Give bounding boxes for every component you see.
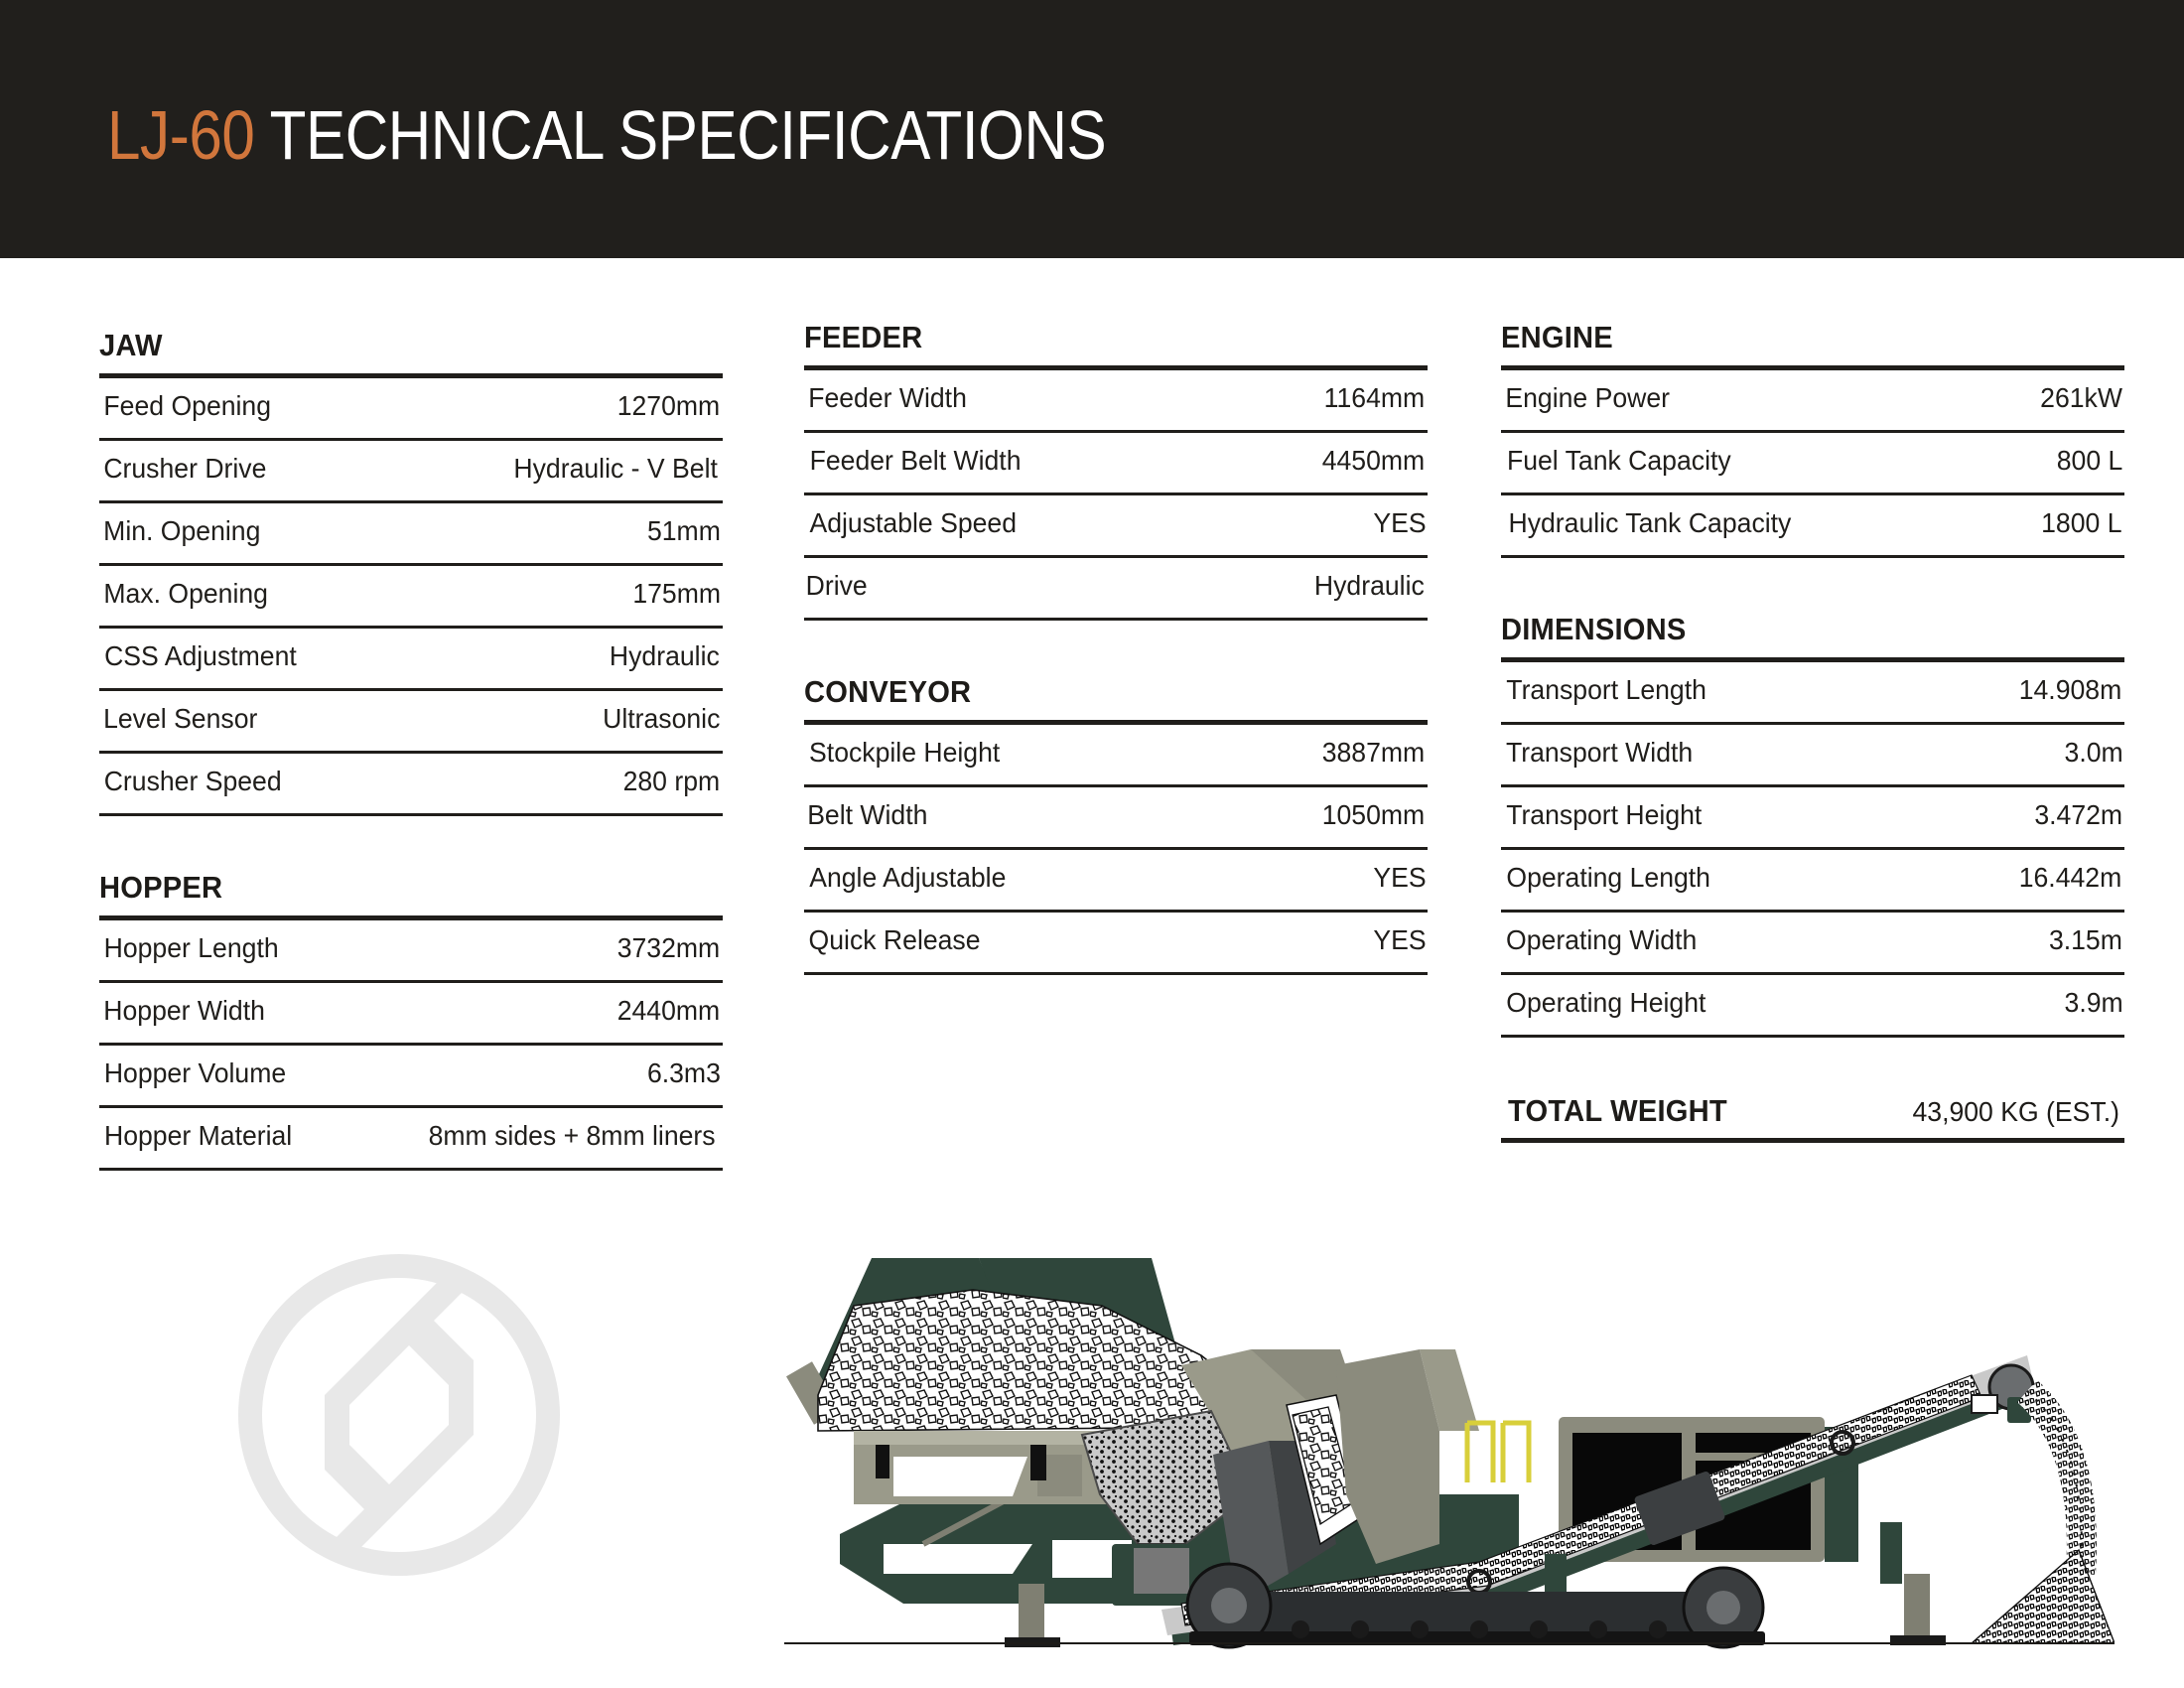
spec-row (1501, 975, 2124, 1038)
spec-label: Feed Opening (103, 390, 272, 421)
spec-row (99, 1108, 723, 1171)
title-text: TECHNICAL SPECIFICATIONS (254, 96, 1107, 174)
spec-row (1501, 495, 2124, 558)
spec-row (1501, 787, 2124, 850)
spec-row (99, 378, 723, 441)
spec-value: YES (1373, 862, 1427, 893)
spec-value: 3887mm (1321, 737, 1426, 768)
spec-label: Transport Width (1505, 737, 1694, 768)
total-weight-value: 43,900 KG (EST.) (1912, 1096, 2119, 1127)
spec-value: 3732mm (616, 932, 721, 963)
spec-row (804, 850, 1428, 913)
spec-value: 800 L (2056, 445, 2123, 476)
total-weight-row (1501, 1093, 2124, 1138)
section-title: HOPPER (99, 870, 223, 905)
material-discharge-arc (2027, 1391, 2082, 1574)
spec-value: 14.908m (2018, 674, 2122, 705)
spec-label: Hopper Volume (103, 1057, 287, 1088)
spec-label: Adjustable Speed (809, 507, 1018, 538)
spec-label: Operating Length (1506, 862, 1710, 893)
spec-row (99, 1046, 723, 1108)
spec-section (804, 674, 1428, 975)
spec-row (1501, 433, 2124, 495)
spec-value: Hydraulic (1314, 570, 1426, 601)
spec-row (99, 503, 723, 566)
spec-value: 175mm (631, 578, 721, 609)
spec-label: Hopper Material (103, 1120, 293, 1151)
total-weight-rule (1501, 1138, 2124, 1143)
spec-row (99, 441, 723, 503)
spec-value: 1800 L (2041, 507, 2122, 538)
spec-section (99, 870, 723, 1171)
spec-value: Hydraulic (610, 640, 721, 671)
spec-row (804, 495, 1428, 558)
spec-row (99, 754, 723, 816)
model-number: LJ-60 (107, 96, 255, 174)
spec-value: 4450mm (1321, 445, 1426, 476)
spec-value: Ultrasonic (602, 703, 720, 734)
spec-row (1501, 370, 2124, 433)
section-title: FEEDER (804, 320, 923, 354)
spec-row (99, 983, 723, 1046)
spec-label: Fuel Tank Capacity (1506, 445, 1731, 476)
spec-value: 8mm sides + 8mm liners (428, 1120, 716, 1151)
spec-value: 2440mm (616, 995, 721, 1026)
spec-row (1501, 913, 2124, 975)
section-title: DIMENSIONS (1501, 612, 1687, 646)
spec-column-2 (804, 320, 1428, 975)
brand-logo-watermark (230, 1246, 568, 1584)
spec-value: 3.15m (2049, 924, 2123, 955)
spec-row (99, 566, 723, 629)
spec-value: 1050mm (1321, 799, 1426, 830)
spec-label: Transport Height (1506, 799, 1703, 830)
spec-section (1501, 612, 2124, 1038)
spec-value: 3.9m (2064, 987, 2123, 1018)
spec-label: Hopper Length (103, 932, 279, 963)
spec-row (804, 370, 1428, 433)
spec-row (1501, 725, 2124, 787)
spec-row (804, 725, 1428, 787)
spec-label: Hopper Width (103, 995, 265, 1026)
spec-row (99, 691, 723, 754)
spec-row (804, 787, 1428, 850)
spec-label: Drive (805, 570, 868, 601)
spec-label: Engine Power (1505, 382, 1670, 413)
spec-value: YES (1373, 507, 1427, 538)
spec-value: 51mm (647, 515, 722, 546)
spec-column-1 (99, 328, 723, 1171)
spec-section (99, 328, 723, 816)
spec-label: Crusher Speed (103, 766, 282, 796)
mobile-jaw-crusher-illustration (784, 1246, 2115, 1663)
spec-section (1501, 320, 2124, 558)
spec-row (804, 913, 1428, 975)
section-title: CONVEYOR (804, 674, 972, 709)
spec-value: YES (1373, 924, 1427, 955)
spec-label: Feeder Belt Width (809, 445, 1022, 476)
spec-label: Angle Adjustable (809, 862, 1007, 893)
spec-column-3 (1501, 320, 2124, 1143)
spec-section (804, 320, 1428, 621)
spec-label: Belt Width (807, 799, 928, 830)
spec-value: 1164mm (1323, 382, 1426, 413)
section-title: JAW (99, 328, 163, 362)
spec-label: Operating Width (1506, 924, 1698, 955)
spec-row (804, 558, 1428, 621)
spec-label: Stockpile Height (809, 737, 1001, 768)
spec-label: Transport Length (1506, 674, 1706, 705)
spec-value: Hydraulic - V Belt (513, 453, 718, 484)
spec-row (99, 920, 723, 983)
total-weight-block (1501, 1093, 2124, 1143)
spec-value: 3.0m (2064, 737, 2123, 768)
spec-row (804, 433, 1428, 495)
spec-row (1501, 850, 2124, 913)
spec-label: Max. Opening (103, 578, 268, 609)
spec-label: Level Sensor (103, 703, 258, 734)
spec-label: Crusher Drive (103, 453, 267, 484)
rock-feed (818, 1290, 1251, 1431)
total-weight-label: TOTAL WEIGHT (1508, 1093, 1727, 1128)
spec-value: 1270mm (616, 390, 721, 421)
spec-label: Hydraulic Tank Capacity (1508, 507, 1792, 538)
spec-value: 3.472m (2033, 799, 2122, 830)
spec-label: Feeder Width (808, 382, 967, 413)
page-title (107, 95, 1106, 175)
section-title: ENGINE (1501, 320, 1613, 354)
spec-row (1501, 662, 2124, 725)
spec-value: 16.442m (2018, 862, 2122, 893)
spec-label: Min. Opening (103, 515, 261, 546)
spec-value: 280 rpm (622, 766, 721, 796)
spec-label: Operating Height (1506, 987, 1706, 1018)
spec-value: 6.3m3 (647, 1057, 722, 1088)
handrail (1467, 1423, 1529, 1482)
spec-label: CSS Adjustment (104, 640, 297, 671)
spec-row (99, 629, 723, 691)
spec-label: Quick Release (808, 924, 981, 955)
spec-value: 261kW (2040, 382, 2122, 413)
